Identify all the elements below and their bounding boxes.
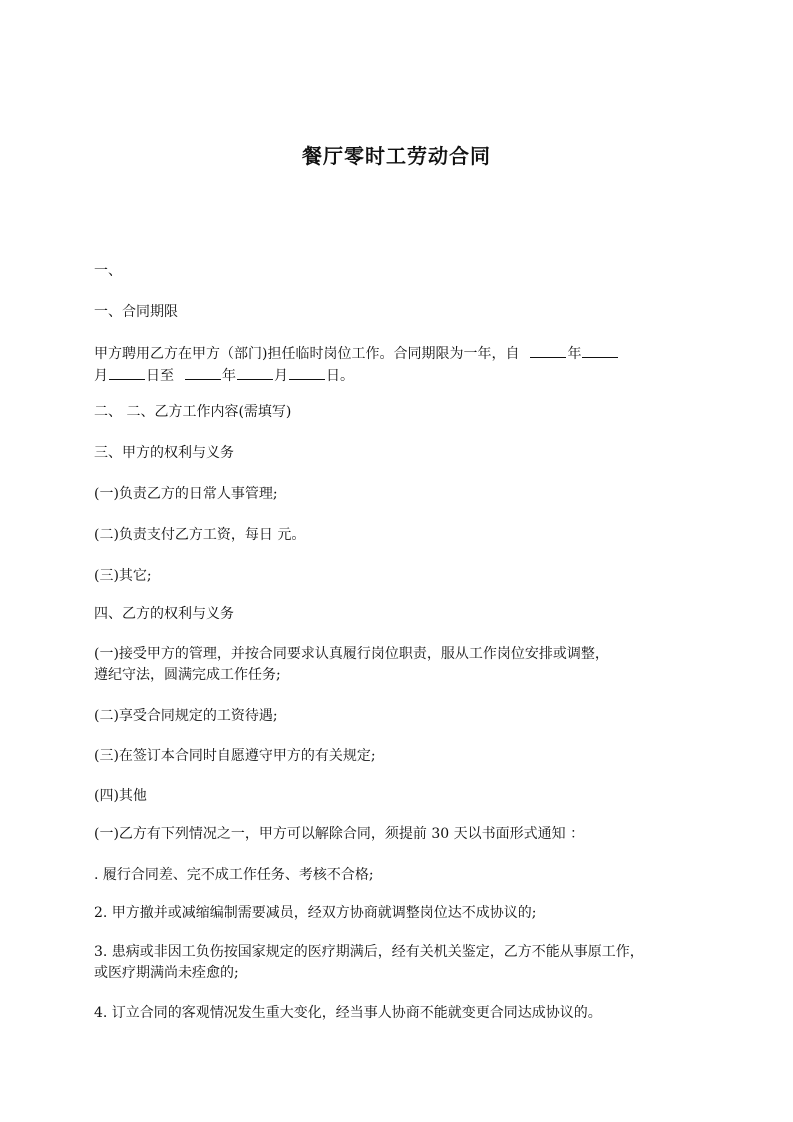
heading-one: 一、 xyxy=(94,263,122,279)
party-b-item-4: (四)其他 xyxy=(94,788,147,804)
termination-item-1: . 履行合同差、完不成工作任务、考核不合格; xyxy=(94,867,374,883)
section-party-b: 四、乙方的权利与义务 xyxy=(94,606,234,622)
termination-item-3 xyxy=(94,942,704,984)
month-blank-2[interactable] xyxy=(237,365,273,380)
term-text-part1: 甲方聘用乙方在甲方（部门)担任临时岗位工作。合同期限为一年，自 xyxy=(94,346,520,362)
termination-intro: (一)乙方有下列情况之一，甲方可以解除合同，须提前 30 天以书面形式通知 ： xyxy=(94,826,585,842)
term-day-label-1: 日至 xyxy=(146,368,174,384)
termination-item-4: 4. 订立合同的客观情况发生重大变化，经当事人协商不能就变更合同达成协议的。 xyxy=(94,1005,602,1021)
year-blank-2[interactable] xyxy=(185,365,221,380)
party-b-item-1-line-2: 遵纪守法，圆满完成工作任务; xyxy=(94,667,281,683)
month-blank-1[interactable] xyxy=(582,343,618,358)
contract-term-line-1 xyxy=(94,343,704,365)
section-party-a: 三、甲方的权利与义务 xyxy=(94,445,234,461)
contract-term-line-2 xyxy=(94,365,704,387)
party-b-item-3: (三)在签订本合同时自愿遵守甲方的有关规定; xyxy=(94,748,376,764)
termination-item-3-line-1: 3. 患病或非因工负伤按国家规定的医疗期满后，经有关机关鉴定，乙方不能从事原工作， xyxy=(94,944,644,960)
section-work-content: 二、 二、乙方工作内容(需填写) xyxy=(94,404,292,420)
term-year-label-1: 年 xyxy=(567,346,582,362)
contract-term-paragraph xyxy=(94,343,704,387)
document-title: 餐厅零时工劳动合同 xyxy=(302,144,491,168)
party-a-item: (一)负责乙方的日常人事管理; xyxy=(94,486,278,502)
party-b-item-1 xyxy=(94,644,704,686)
party-a-item: (三)其它; xyxy=(94,568,152,584)
day-blank-1[interactable] xyxy=(109,365,145,380)
day-blank-2[interactable] xyxy=(289,365,325,380)
term-month-label-1: 月 xyxy=(94,368,108,384)
party-b-item-2: (二)享受合同规定的工资待遇; xyxy=(94,708,278,724)
year-blank-1[interactable] xyxy=(530,343,566,358)
term-month-label-2: 月 xyxy=(274,368,288,384)
party-a-item: (二)负责支付乙方工资，每日 元。 xyxy=(94,527,306,543)
term-year-label-2: 年 xyxy=(222,368,236,384)
party-b-item-1-line-1: (一)接受甲方的管理，并按合同要求认真履行岗位职责，服从工作岗位安排或调整， xyxy=(94,646,609,662)
termination-item-3-line-2: 或医疗期满尚未痊愈的; xyxy=(94,965,239,981)
section-contract-term: 一、合同期限 xyxy=(94,304,178,320)
termination-item-2: 2. 甲方撤并或减缩编制需要减员，经双方协商就调整岗位达不成协议的; xyxy=(94,905,537,921)
term-day-label-2: 日。 xyxy=(326,368,354,384)
